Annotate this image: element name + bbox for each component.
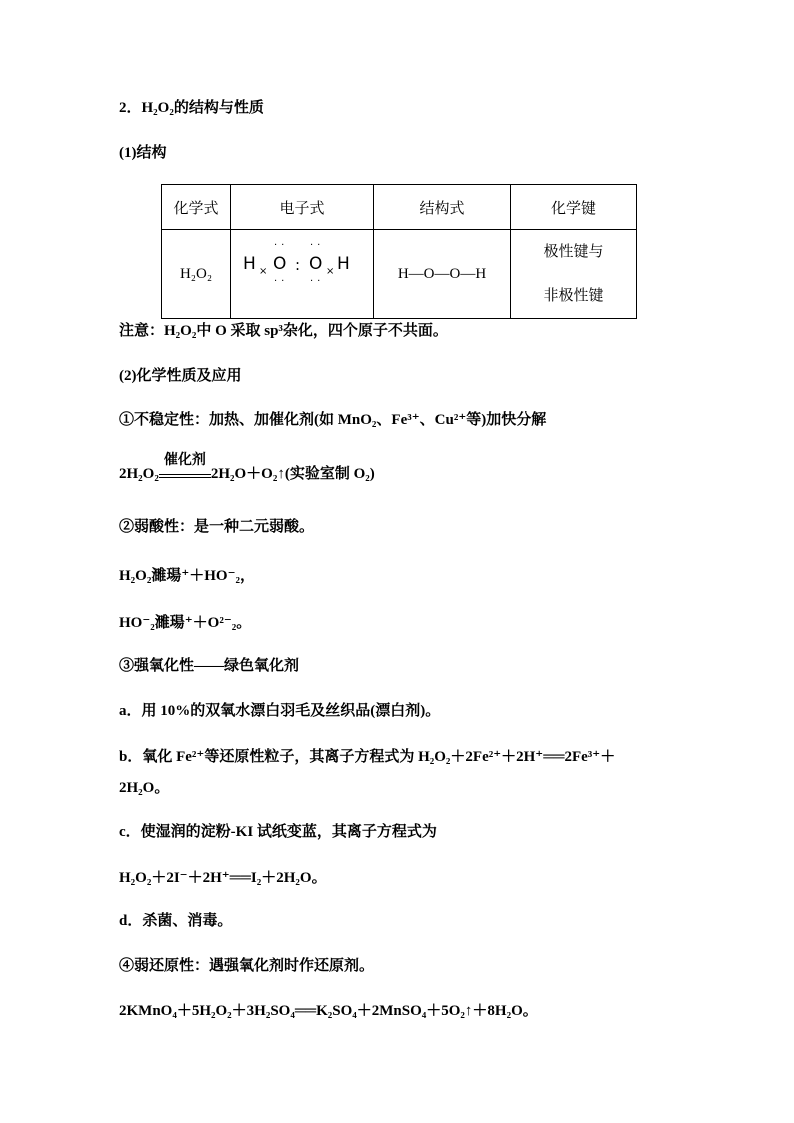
lewis-dots-o2-top: ·· bbox=[310, 240, 325, 251]
lewis-h2: H bbox=[337, 254, 350, 274]
chem-heading: (2)化学性质及应用 bbox=[119, 368, 242, 384]
lewis-dots-o1-bottom: ·· bbox=[274, 276, 289, 287]
equation-right: 2H₂O＋O₂↑(实验室制 O₂) bbox=[210, 466, 375, 482]
paragraph-oxidizing: ③强氧化性——绿色氧化剂 bbox=[119, 658, 300, 674]
equation-decomposition bbox=[119, 453, 375, 484]
bond-line-2: 非极性键 bbox=[543, 288, 604, 304]
header-structural: 结构式 bbox=[374, 185, 511, 230]
paragraph-b-line2: 2H₂O。 bbox=[119, 780, 170, 796]
equation-ionization-1: H₂O₂濉瑒⁺＋HO⁻₂， bbox=[119, 568, 255, 584]
paragraph-c-line2: H₂O₂＋2I⁻＋2H⁺══I₂＋2H₂O。 bbox=[119, 870, 327, 886]
table-header-row bbox=[162, 185, 637, 230]
equation-kmno4: 2KMnO₄＋5H₂O₂＋3H₂SO₄══K₂SO₄＋2MnSO₄＋5O₂↑＋8H₂O。 bbox=[119, 1003, 538, 1019]
lewis-bond-colon: : bbox=[295, 256, 301, 274]
catalyst-label: 催化剂 bbox=[163, 453, 206, 468]
bond-line-1: 极性键与 bbox=[543, 244, 604, 260]
note: 注意：H₂O₂中 O 采取 sp³杂化，四个原子不共面。 bbox=[119, 323, 448, 339]
lewis-o1: O bbox=[273, 254, 287, 274]
lewis-o2: O bbox=[309, 254, 323, 274]
header-formula: 化学式 bbox=[162, 185, 231, 230]
header-lewis: 电子式 bbox=[231, 185, 374, 230]
lewis-h1: H bbox=[243, 254, 256, 274]
paragraph-d: d．杀菌、消毒。 bbox=[119, 913, 233, 929]
structure-heading: (1)结构 bbox=[119, 145, 167, 161]
cell-bond bbox=[511, 230, 637, 319]
structure-table bbox=[161, 184, 637, 319]
cell-structural: H—O—O—H bbox=[374, 230, 511, 319]
equation-ionization-2: HO⁻₂濉瑒⁺＋O²⁻₂。 bbox=[119, 615, 252, 631]
header-bond: 化学键 bbox=[511, 185, 637, 230]
equation-left: 2H₂O₂ bbox=[119, 466, 159, 482]
section-title: 2．H₂O₂的结构与性质 bbox=[119, 100, 264, 116]
paragraph-reducing: ④弱还原性：遇强氧化剂时作还原剂。 bbox=[119, 958, 375, 974]
lewis-structure bbox=[231, 230, 373, 318]
lewis-dots-o2-bottom: ·· bbox=[310, 276, 325, 287]
catalyst-arrow bbox=[159, 453, 211, 478]
paragraph-b-line1: b．氧化 Fe²⁺等还原性粒子，其离子方程式为 H₂O₂＋2Fe²⁺＋2H⁺══2Fe³⁺＋ bbox=[119, 749, 616, 765]
cell-lewis bbox=[231, 230, 374, 319]
paragraph-weak-acid: ②弱酸性：是一种二元弱酸。 bbox=[119, 519, 315, 535]
paragraph-a: a．用 10%的双氧水漂白羽毛及丝织品(漂白剂)。 bbox=[119, 703, 441, 719]
cell-formula: H₂O₂ bbox=[162, 230, 231, 319]
paragraph-c-line1: c．使湿润的淀粉-KI 试纸变蓝，其离子方程式为 bbox=[119, 824, 437, 840]
double-line bbox=[159, 474, 211, 478]
paragraph-instability: ①不稳定性：加热、加催化剂(如 MnO₂、Fe³⁺、Cu²⁺等)加快分解 bbox=[119, 412, 547, 428]
lewis-dots-o1-top: ·· bbox=[274, 240, 289, 251]
lewis-cross-2: × bbox=[326, 266, 335, 277]
table-row bbox=[162, 230, 637, 319]
lewis-cross-1: × bbox=[259, 266, 268, 277]
